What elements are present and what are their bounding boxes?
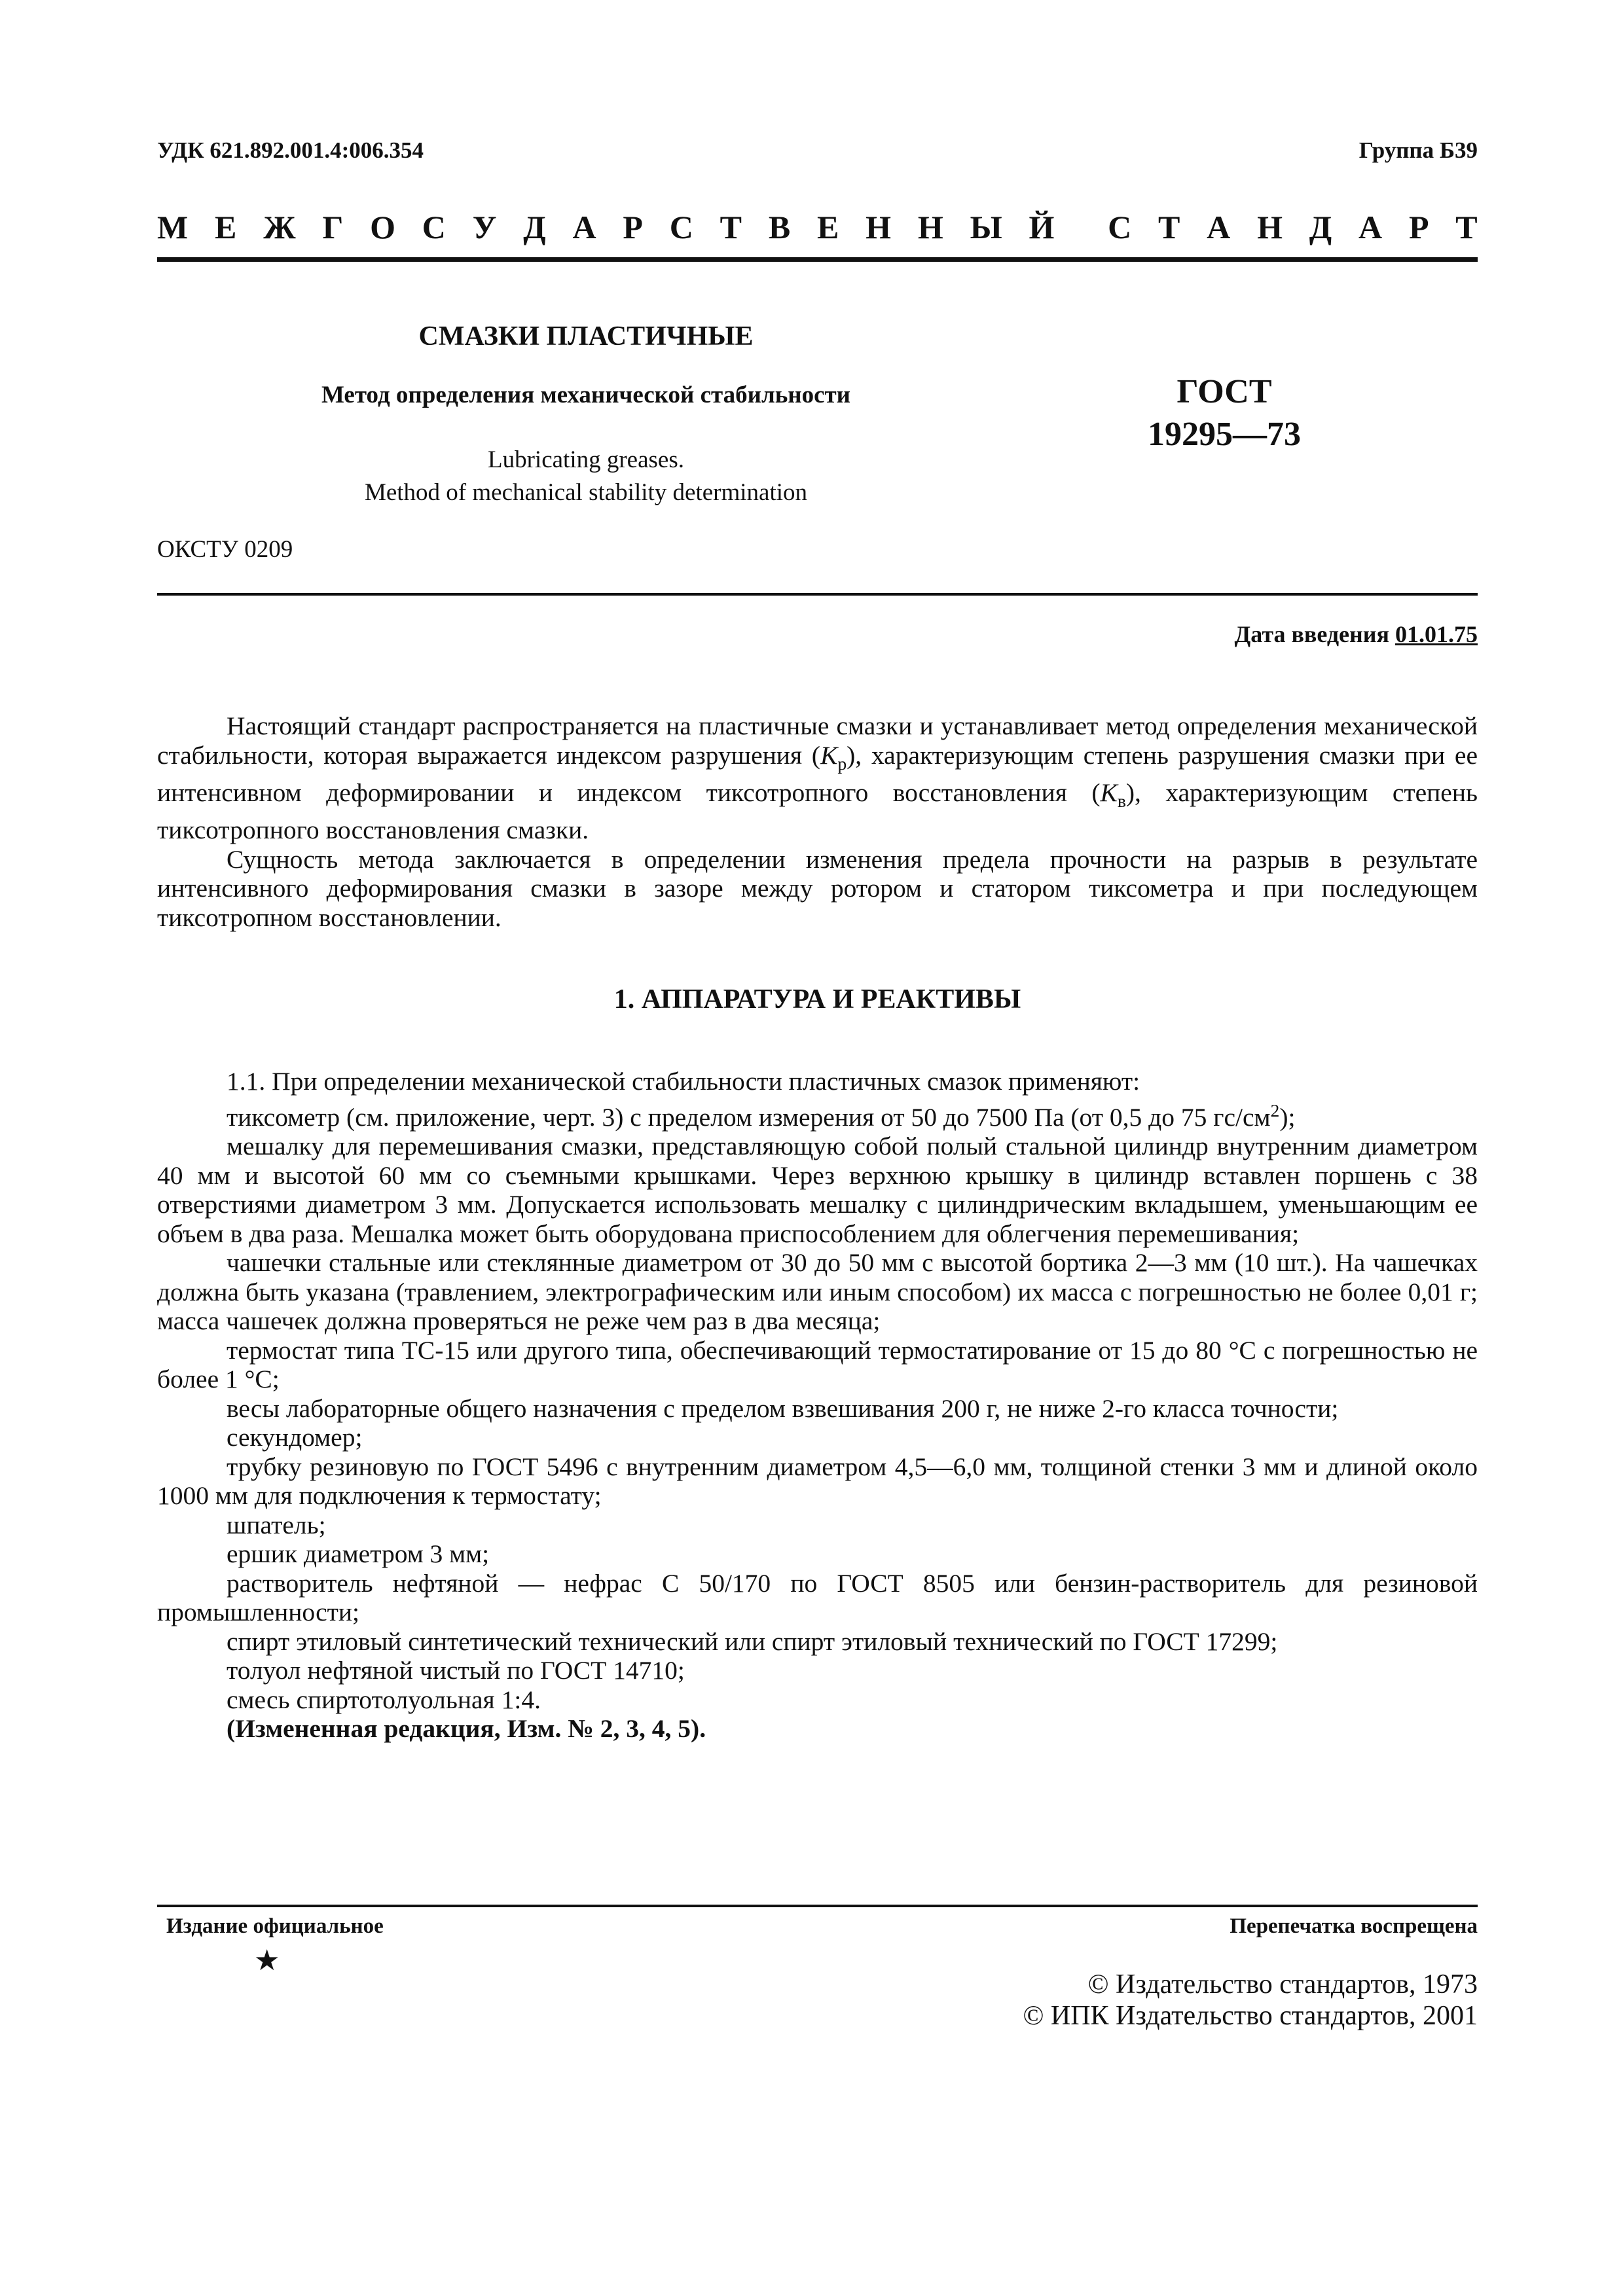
date-label: Дата введения — [1234, 621, 1389, 647]
banner-letter: Е — [215, 209, 237, 245]
banner-letter: С — [669, 209, 693, 245]
banner-letter: А — [1207, 209, 1231, 245]
gost-number: 19295—73 — [1148, 416, 1301, 453]
banner-letter: С — [422, 209, 446, 245]
banner-letter: Д — [523, 209, 546, 245]
intro-text-part: ), характеризующим степень разрушения смазки при ее интенсивном деформировании и индексом тиксотропного восстановления ( — [157, 740, 1478, 807]
star-icon: ★ — [254, 1945, 280, 1977]
banner-letter: В — [768, 209, 791, 245]
banner-letter: А — [1359, 209, 1383, 245]
banner-letter: Й — [1029, 209, 1055, 245]
superscript: 2 — [1270, 1100, 1280, 1121]
intro-text — [157, 711, 1478, 932]
banner-letter: Т — [1455, 209, 1478, 245]
kv-symbol: K — [1100, 778, 1118, 807]
banner-letter: Г — [322, 209, 344, 245]
footer-rule — [157, 1905, 1478, 1907]
item-1-1: 1.1. При определении механической стабильности пластичных смазок применяют: — [227, 1067, 1140, 1096]
banner-letter: М — [157, 209, 189, 245]
list-item-text: ); — [1279, 1102, 1296, 1132]
banner-letter: Р — [623, 209, 643, 245]
list-item-mix: смесь спиртотолуольная 1:4. — [227, 1685, 541, 1714]
copyright-line-2: © ИПК Издательство стандартов, 2001 — [1023, 2001, 1478, 2031]
gost-label: ГОСТ — [1176, 373, 1272, 410]
official-edition: Издание официальное — [166, 1914, 384, 1938]
section-1-text — [157, 1067, 1478, 1744]
document-title: СМАЗКИ ПЛАСТИЧНЫЕ — [418, 321, 754, 351]
group-code: Группа Б39 — [1359, 137, 1478, 163]
banner-letter: О — [370, 209, 395, 245]
document-subtitle: Метод определения механической стабильности — [321, 382, 851, 408]
list-item-stopwatch: секундомер; — [227, 1423, 363, 1452]
list-item-spatula: шпатель; — [227, 1510, 326, 1539]
header-rule — [157, 257, 1478, 262]
banner-letter: Н — [1257, 209, 1283, 245]
english-title-line2: Method of mechanical stability determination — [364, 479, 808, 506]
english-title-line1: Lubricating greases. — [488, 446, 684, 473]
list-item-thixometer — [157, 1096, 1478, 1132]
banner-letter: А — [572, 209, 596, 245]
intro-text-part: ), характеризующим степень тиксотропного восстановления смазки. — [157, 778, 1478, 845]
banner-letter: Ы — [970, 209, 1002, 245]
revision-note: (Измененная редакция, Изм. № 2, 3, 4, 5). — [227, 1714, 706, 1744]
intro-text-part: Настоящий стандарт распространяется на пластичные смазки и устанавливает метод определения механической стабильности, которая выражается индексом разрушения ( — [157, 711, 1478, 770]
banner-letter: Р — [1408, 209, 1429, 245]
list-item-tube: трубку резиновую по ГОСТ 5496 с внутренним диаметром 4,5—6,0 мм, толщиной стенки 3 мм и длиной около 1000 мм для подключения к термостату; — [157, 1452, 1478, 1511]
list-item-mixer: мешалку для перемешивания смазки, представляющую собой полый стальной цилиндр внутренним диаметром 40 мм и высотой 60 мм со съемными крышками. Через верхнюю крышку в цилиндр вставлен поршень с 38 отверстиями диаметром 3 мм. Допускается использовать мешалку с цилиндрическим вкладышем, уменьшающим ее объем в два раза. Мешалка может быть оборудована приспособлением для облегчения перемешивания; — [157, 1132, 1478, 1248]
list-item-toluene: толуол нефтяной чистый по ГОСТ 14710; — [227, 1656, 685, 1685]
list-item-solvent: растворитель нефтяной — нефрас С 50/170 по ГОСТ 8505 или бензин-растворитель для резиновой промышленности; — [157, 1568, 1478, 1627]
kv-subscript: в — [1117, 790, 1126, 811]
banner-letter: У — [472, 209, 497, 245]
banner-letter: Н — [917, 209, 943, 245]
list-item-thermostat: термостат типа ТС-15 или другого типа, обеспечивающий термостатирование от 15 до 80 °С с погрешностью не более 1 °С; — [157, 1335, 1478, 1394]
section-heading: 1. АППАРАТУРА И РЕАКТИВЫ — [613, 984, 1021, 1014]
banner-letter: Т — [1158, 209, 1180, 245]
kp-subscript: р — [837, 753, 847, 774]
date-value: 01.01.75 — [1395, 621, 1478, 647]
list-item-scales: весы лабораторные общего назначения с пределом взвешивания 200 г, не ниже 2-го класса точности; — [227, 1393, 1339, 1423]
list-item-brush: ершик диаметром 3 мм; — [227, 1539, 490, 1569]
banner-letter: Ж — [263, 209, 296, 245]
reprint-prohibited: Перепечатка воспрещена — [1230, 1914, 1478, 1938]
banner-letter: Д — [1309, 209, 1332, 245]
title-rule — [157, 593, 1478, 596]
list-item-alcohol: спирт этиловый синтетический технический или спирт этиловый технический по ГОСТ 17299; — [227, 1626, 1278, 1656]
copyright-line-1: © Издательство стандартов, 1973 — [1087, 1969, 1478, 2000]
copyright-block — [1023, 1969, 1478, 2032]
list-item-text: тиксометр (см. приложение, черт. 3) с пределом измерения от 50 до 7500 Па (от 0,5 до 75 гс/см — [227, 1102, 1271, 1132]
intro-paragraph-1 — [157, 711, 1478, 845]
introduction-date — [1235, 620, 1478, 648]
udk-code: УДК 621.892.001.4:006.354 — [157, 137, 424, 163]
banner-letter: С — [1108, 209, 1132, 245]
banner-letter: Н — [866, 209, 892, 245]
banner-letter: Т — [720, 209, 742, 245]
list-item-cups: чашечки стальные или стеклянные диаметром от 30 до 50 мм с высотой бортика 2—3 мм (10 шт.). На чашечках должна быть указана (травлением, электрографическим или иным способом) их масса с погрешностью не более 0,01 г; масса чашечек должна проверяться не реже чем раз в два месяца; — [157, 1248, 1478, 1336]
okstu-code: ОКСТУ 0209 — [157, 536, 293, 563]
interstate-standard-banner — [157, 208, 1478, 246]
banner-letter: Е — [817, 209, 839, 245]
intro-paragraph-2: Сущность метода заключается в определении изменения предела прочности на разрыв в результате интенсивного деформирования смазки в зазоре между ротором и статором тиксометра и при последующем тиксотропном восстановлении. — [157, 844, 1478, 932]
kp-symbol: K — [820, 740, 838, 770]
